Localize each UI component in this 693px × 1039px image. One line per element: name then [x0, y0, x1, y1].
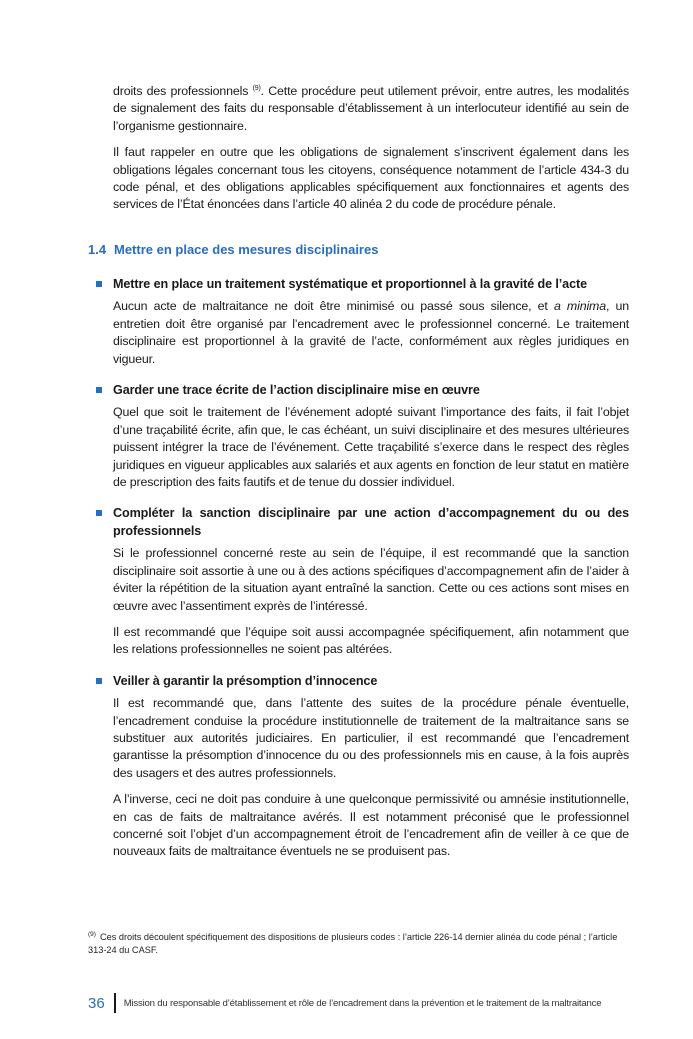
list-item — [88, 505, 629, 658]
item-paragraph: Il est recommandé que l’équipe soit aussi accompagnée spécifiquement, afin notamment que les relations professionnelles ne soient pas altérées. — [113, 624, 629, 657]
square-bullet-icon — [88, 382, 113, 393]
item-title: Compléter la sanction disciplinaire par une action d’accompagnement du ou des professionnels — [113, 506, 629, 538]
item-paragraph: Quel que soit le traitement de l’événement adopté suivant l’importance des faits, il fait l’objet d’une traçabilité écrite, afin que, le cas échéant, un suivi disciplinaire et des mesures ultérieures puissent intégrer la trace de l’événement. Cette traçabilité s’exerce dans le respect des règles juridiques en vigueur applicables aux salariés et aux agents en fonction de leur statut en matière de prescription des faits fautifs et de tenue du dossier individuel. — [113, 405, 629, 490]
item-paragraph: Il est recommandé que, dans l’attente des suites de la procédure pénale éventuelle, l’encadrement conduise la procédure institutionnelle de traitement de la maltraitance sans se substituer aux autorités judiciaires. En particulier, il est recommandé que l’encadrement garantisse la présomption d’innocence du ou des professionnels mis en cause, à la fois auprès des usagers et des autres professionnels. — [113, 696, 629, 780]
list-item — [88, 673, 629, 861]
list-item — [88, 382, 629, 491]
section-number: 1.4 — [88, 242, 107, 257]
footer-divider — [114, 993, 116, 1013]
page-number: 36 — [88, 994, 105, 1012]
item-title: Mettre en place un traitement systématique et proportionnel à la gravité de l’acte — [113, 277, 587, 291]
item-title: Garder une trace écrite de l’action disciplinaire mise en œuvre — [113, 383, 480, 398]
list-item — [88, 276, 629, 368]
intro-block — [113, 83, 629, 223]
item-paragraph: A l’inverse, ceci ne doit pas conduire à une quelconque permissivité ou amnésie institutionnelle, en cas de faits de maltraitance avérés. Il est notamment préconisé que le professionnel concerné soit l’objet d’un accompagnement étroit de l’encadrement afin de veiller à ce que de nouveaux faits de maltraitance éventuels ne se produisent pas. — [113, 792, 629, 859]
square-bullet-icon — [88, 673, 113, 684]
footnote — [88, 928, 629, 957]
intro-paragraph-2: Il faut rappeler en outre que les obligations de signalement s’inscrivent également dans les obligations légales concernant tous les citoyens, conséquence notamment de l’article 434-3 du code pénal, et des obligations applicables spécifiquement aux fonctionnaires et agents des services de l’État énoncées dans l’article 40 alinéa 2 du code de procédure pénale. — [113, 145, 629, 212]
page-footer — [88, 992, 601, 1014]
intro-paragraph-1: droits des professionnels $^{(9)}$. Cette procédure peut utilement prévoir, entre autres, les modalités de signalement des faits du responsable d’établissement à un interlocuteur identifié au sein de l’organisme gestionnaire. — [113, 84, 630, 133]
item-paragraph: Si le professionnel concerné reste au sein de l’équipe, il est recommandé que la sanction disciplinaire soit assortie à une ou à des actions spécifiques d’accompagnement afin de l’aider à éviter la répétition de la situation ayant entraîné la sanction. Cette ou ces actions sont mises en œuvre avec l’assentiment exprès de l’intéressé. — [113, 546, 629, 613]
footnote-reference[interactable]: (9) — [252, 84, 261, 92]
section-title: Mettre en place des mesures disciplinaires — [114, 242, 379, 257]
footnote-text: Ces droits découlent spécifiquement des dispositions de plusieurs codes : l’article 226-14 dernier alinéa du code pénal ; l’article 313-24 du CASF. — [88, 932, 618, 956]
footer-title: Mission du responsable d’établissement et rôle de l’encadrement dans la prévention et le traitement de la maltraitance — [123, 997, 602, 1009]
item-paragraph: Aucun acte de maltraitance ne doit être minimisé ou passé sous silence, et a minima, un entretien doit être organisé par l’encadrement avec le professionnel concerné. Le traitement disciplinaire est proportionnel à la gravité de l’acte, conformément aux règles juridiques en vigueur. — [113, 299, 629, 366]
item-title: Veiller à garantir la présomption d’innocence — [113, 673, 378, 688]
recommendation-list — [88, 276, 629, 875]
square-bullet-icon — [88, 505, 113, 516]
square-bullet-icon — [88, 276, 113, 287]
footnote-marker: (9) — [88, 931, 96, 938]
section-heading — [88, 242, 629, 257]
